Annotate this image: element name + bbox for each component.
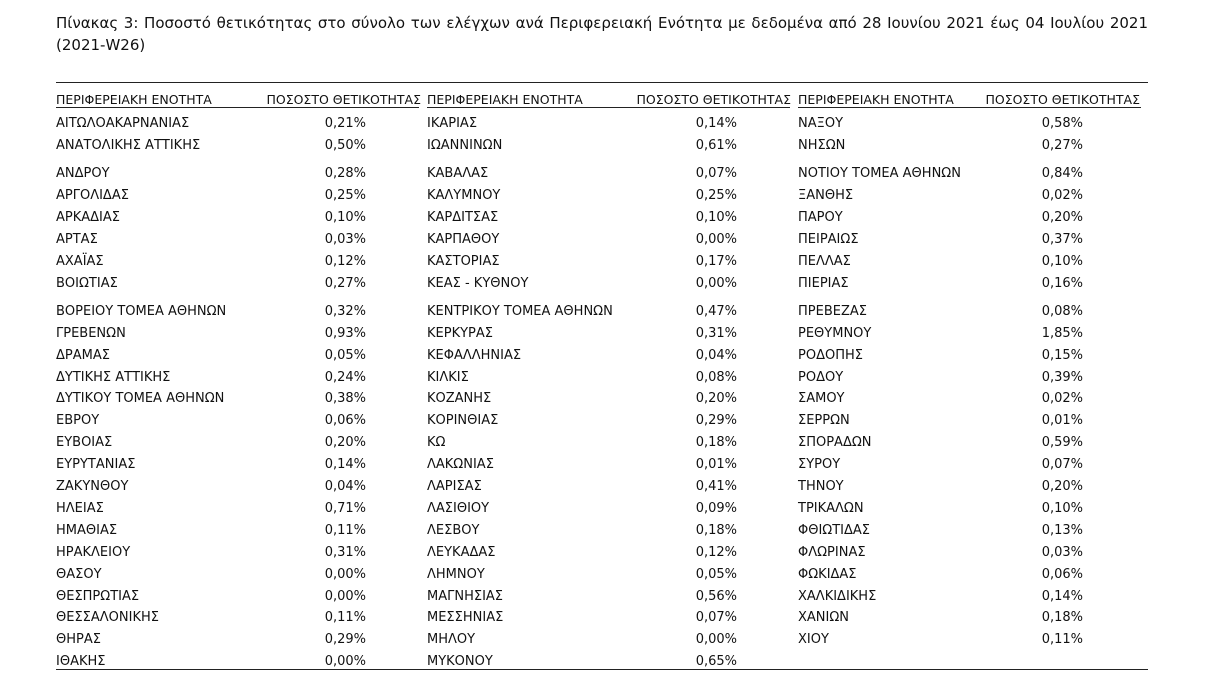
table-row <box>798 368 1148 388</box>
region-name: ΓΡΕΒΕΝΩΝ <box>56 326 126 341</box>
positivity-value: 0,39% <box>1041 370 1083 385</box>
header-positivity: ΠΟΣΟΣΤΟ ΘΕΤΙΚΟΤΗΤΑΣ <box>636 92 791 107</box>
table-row <box>798 136 1148 156</box>
positivity-value: 1,85% <box>1041 326 1083 341</box>
region-name: ΑΧΑΪΑΣ <box>56 254 104 269</box>
region-name: ΕΒΡΟΥ <box>56 413 100 428</box>
positivity-value: 0,03% <box>1041 545 1083 560</box>
header-underline <box>427 107 790 108</box>
positivity-value: 0,10% <box>1041 501 1083 516</box>
table-row <box>798 521 1148 541</box>
positivity-value: 0,06% <box>324 413 366 428</box>
table-row <box>798 411 1148 431</box>
positivity-value: 0,01% <box>1041 413 1083 428</box>
region-name: ΒΟΙΩΤΙΑΣ <box>56 276 118 291</box>
table-row <box>798 230 1148 250</box>
region-name: ΝΗΣΩΝ <box>798 138 846 153</box>
region-name: ΒΟΡΕΙΟΥ ΤΟΜΕΑ ΑΘΗΝΩΝ <box>56 304 227 319</box>
positivity-value: 0,28% <box>324 166 366 181</box>
table-row <box>56 587 366 607</box>
table-row <box>56 274 366 294</box>
table-row <box>798 608 1148 628</box>
table-row <box>427 252 737 272</box>
table-row <box>427 565 737 585</box>
positivity-value: 0,16% <box>1041 276 1083 291</box>
table-row <box>427 411 737 431</box>
region-name: ΔΥΤΙΚΗΣ ΑΤΤΙΚΗΣ <box>56 370 171 385</box>
table-row <box>56 230 366 250</box>
region-name: ΠΡΕΒΕΖΑΣ <box>798 304 867 319</box>
region-name: ΗΡΑΚΛΕΙΟΥ <box>56 545 131 560</box>
region-name: ΜΗΛΟΥ <box>427 632 476 647</box>
table-row <box>56 455 366 475</box>
region-name: ΛΑΡΙΣΑΣ <box>427 479 482 494</box>
positivity-value: 0,31% <box>324 545 366 560</box>
region-name: ΛΑΚΩΝΙΑΣ <box>427 457 494 472</box>
region-name: ΝΑΞΟΥ <box>798 116 844 131</box>
positivity-value: 0,05% <box>695 567 737 582</box>
positivity-value: 0,20% <box>1041 210 1083 225</box>
table-row <box>427 630 737 650</box>
positivity-value: 0,14% <box>324 457 366 472</box>
positivity-value: 0,11% <box>324 523 366 538</box>
positivity-value: 0,32% <box>324 304 366 319</box>
table-row <box>56 252 366 272</box>
region-name: ΜΥΚΟΝΟΥ <box>427 654 493 669</box>
positivity-value: 0,18% <box>695 435 737 450</box>
positivity-value: 0,24% <box>324 370 366 385</box>
region-name: ΑΝΑΤΟΛΙΚΗΣ ΑΤΤΙΚΗΣ <box>56 138 201 153</box>
region-name: ΡΟΔΟΠΗΣ <box>798 348 863 363</box>
region-name: ΑΙΤΩΛΟΑΚΑΡΝΑΝΙΑΣ <box>56 116 190 131</box>
region-name: ΘΕΣΣΑΛΟΝΙΚΗΣ <box>56 610 159 625</box>
region-name: ΖΑΚΥΝΘΟΥ <box>56 479 129 494</box>
positivity-value: 0,01% <box>695 457 737 472</box>
positivity-value: 0,65% <box>695 654 737 669</box>
positivity-value: 0,41% <box>695 479 737 494</box>
table-row <box>427 368 737 388</box>
table-row <box>798 433 1148 453</box>
table-row <box>56 411 366 431</box>
region-name: ΚΟΖΑΝΗΣ <box>427 391 492 406</box>
table-row <box>798 164 1148 184</box>
region-name: ΛΕΥΚΑΔΑΣ <box>427 545 496 560</box>
table-row <box>798 186 1148 206</box>
positivity-value: 0,27% <box>324 276 366 291</box>
region-name: ΞΑΝΘΗΣ <box>798 188 854 203</box>
positivity-value: 0,18% <box>695 523 737 538</box>
positivity-value: 0,03% <box>324 232 366 247</box>
positivity-value: 0,14% <box>695 116 737 131</box>
region-name: ΠΕΛΛΑΣ <box>798 254 851 269</box>
table-row <box>56 433 366 453</box>
positivity-value: 0,20% <box>1041 479 1083 494</box>
positivity-value: 0,02% <box>1041 391 1083 406</box>
table-row <box>56 630 366 650</box>
table-row <box>427 208 737 228</box>
table-row <box>427 455 737 475</box>
region-name: ΚΑΒΑΛΑΣ <box>427 166 489 181</box>
table-row <box>427 324 737 344</box>
table-row <box>798 346 1148 366</box>
positivity-value: 0,08% <box>1041 304 1083 319</box>
table-row <box>427 164 737 184</box>
positivity-value: 0,07% <box>1041 457 1083 472</box>
table-row <box>56 608 366 628</box>
table-row <box>798 389 1148 409</box>
region-name: ΘΑΣΟΥ <box>56 567 102 582</box>
table-row <box>427 433 737 453</box>
positivity-value: 0,25% <box>324 188 366 203</box>
region-name: ΛΑΣΙΘΙΟΥ <box>427 501 490 516</box>
table-row <box>798 477 1148 497</box>
region-name: ΡΟΔΟΥ <box>798 370 844 385</box>
region-name: ΧΑΝΙΩΝ <box>798 610 850 625</box>
table-row <box>56 208 366 228</box>
table-row <box>56 114 366 134</box>
region-name: ΠΕΙΡΑΙΩΣ <box>798 232 859 247</box>
region-name: ΚΑΛΥΜΝΟΥ <box>427 188 501 203</box>
positivity-value: 0,10% <box>1041 254 1083 269</box>
positivity-value: 0,00% <box>695 632 737 647</box>
table-row <box>427 499 737 519</box>
region-name: ΛΗΜΝΟΥ <box>427 567 485 582</box>
positivity-value: 0,58% <box>1041 116 1083 131</box>
positivity-value: 0,38% <box>324 391 366 406</box>
table-row <box>56 565 366 585</box>
region-name: ΚΑΣΤΟΡΙΑΣ <box>427 254 500 269</box>
positivity-value: 0,29% <box>695 413 737 428</box>
region-name: ΠΑΡΟΥ <box>798 210 843 225</box>
positivity-value: 0,00% <box>695 276 737 291</box>
region-name: ΚΟΡΙΝΘΙΑΣ <box>427 413 499 428</box>
header-positivity: ΠΟΣΟΣΤΟ ΘΕΤΙΚΟΤΗΤΑΣ <box>985 92 1140 107</box>
positivity-value: 0,15% <box>1041 348 1083 363</box>
table-bottom-rule <box>56 669 1148 670</box>
positivity-value: 0,27% <box>1041 138 1083 153</box>
region-name: ΘΕΣΠΡΩΤΙΑΣ <box>56 589 140 604</box>
table-row <box>427 608 737 628</box>
table-row <box>427 230 737 250</box>
region-name: ΝΟΤΙΟΥ ΤΟΜΕΑ ΑΘΗΝΩΝ <box>798 166 961 181</box>
positivity-value: 0,18% <box>1041 610 1083 625</box>
table-column-1 <box>56 91 421 669</box>
header-underline <box>798 107 1141 108</box>
region-name: ΜΕΣΣΗΝΙΑΣ <box>427 610 504 625</box>
table-row <box>56 136 366 156</box>
table-row <box>798 630 1148 650</box>
header-region: ΠΕΡΙΦΕΡΕΙΑΚΗ ΕΝΟΤΗΤΑ <box>798 92 954 107</box>
positivity-value: 0,59% <box>1041 435 1083 450</box>
positivity-value: 0,07% <box>695 610 737 625</box>
positivity-value: 0,37% <box>1041 232 1083 247</box>
positivity-value: 0,25% <box>695 188 737 203</box>
positivity-value: 0,09% <box>695 501 737 516</box>
positivity-value: 0,00% <box>324 589 366 604</box>
column-header <box>56 91 421 108</box>
region-name: ΚΕΝΤΡΙΚΟΥ ΤΟΜΕΑ ΑΘΗΝΩΝ <box>427 304 613 319</box>
table-row <box>427 114 737 134</box>
region-name: ΡΕΘΥΜΝΟΥ <box>798 326 872 341</box>
table-row <box>427 186 737 206</box>
region-name: ΦΩΚΙΔΑΣ <box>798 567 857 582</box>
positivity-value: 0,71% <box>324 501 366 516</box>
region-name: ΚΕΡΚΥΡΑΣ <box>427 326 493 341</box>
header-region: ΠΕΡΙΦΕΡΕΙΑΚΗ ΕΝΟΤΗΤΑ <box>427 92 583 107</box>
region-name: ΔΡΑΜΑΣ <box>56 348 110 363</box>
region-name: ΗΛΕΙΑΣ <box>56 501 104 516</box>
region-name: ΚΕΑΣ - ΚΥΘΝΟΥ <box>427 276 529 291</box>
region-name: ΤΗΝΟΥ <box>798 479 844 494</box>
positivity-value: 0,56% <box>695 589 737 604</box>
positivity-value: 0,50% <box>324 138 366 153</box>
region-name: ΕΥΒΟΙΑΣ <box>56 435 113 450</box>
table-caption: Πίνακας 3: Ποσοστό θετικότητας στο σύνολο των ελέγχων ανά Περιφερειακή Ενότητα με δεδομένα από 28 Ιουνίου 2021 έως 04 Ιουλίου 2021 (2021-W26) <box>56 14 1148 54</box>
positivity-value: 0,17% <box>695 254 737 269</box>
positivity-value: 0,20% <box>324 435 366 450</box>
positivity-value: 0,00% <box>324 567 366 582</box>
table-row <box>427 543 737 563</box>
positivity-value: 0,00% <box>695 232 737 247</box>
table-row <box>798 565 1148 585</box>
region-name: ΚΕΦΑΛΛΗΝΙΑΣ <box>427 348 522 363</box>
header-positivity: ΠΟΣΟΣΤΟ ΘΕΤΙΚΟΤΗΤΑΣ <box>266 92 421 107</box>
region-name: ΧΑΛΚΙΔΙΚΗΣ <box>798 589 877 604</box>
table-row <box>798 274 1148 294</box>
table-row <box>798 587 1148 607</box>
region-name: ΧΙΟΥ <box>798 632 829 647</box>
positivity-value: 0,10% <box>695 210 737 225</box>
region-name: ΑΡΚΑΔΙΑΣ <box>56 210 120 225</box>
header-region: ΠΕΡΙΦΕΡΕΙΑΚΗ ΕΝΟΤΗΤΑ <box>56 92 212 107</box>
header-underline <box>56 107 419 108</box>
region-name: ΜΑΓΝΗΣΙΑΣ <box>427 589 504 604</box>
positivity-value: 0,61% <box>695 138 737 153</box>
positivity-value: 0,00% <box>324 654 366 669</box>
positivity-value: 0,04% <box>695 348 737 363</box>
column-header <box>427 91 791 108</box>
positivity-value: 0,12% <box>324 254 366 269</box>
table-row <box>56 499 366 519</box>
table-row <box>798 499 1148 519</box>
table-row <box>427 587 737 607</box>
positivity-value: 0,04% <box>324 479 366 494</box>
region-name: ΚΑΡΔΙΤΣΑΣ <box>427 210 499 225</box>
table-row <box>798 114 1148 134</box>
table-row <box>798 324 1148 344</box>
region-name: ΚΙΛΚΙΣ <box>427 370 469 385</box>
table-row <box>56 346 366 366</box>
table-row <box>56 324 366 344</box>
table-row <box>427 521 737 541</box>
region-name: ΙΚΑΡΙΑΣ <box>427 116 478 131</box>
table-row <box>56 389 366 409</box>
positivity-value: 0,10% <box>324 210 366 225</box>
table-row <box>56 543 366 563</box>
positivity-value: 0,84% <box>1041 166 1083 181</box>
region-name: ΣΑΜΟΥ <box>798 391 845 406</box>
positivity-value: 0,20% <box>695 391 737 406</box>
positivity-value: 0,08% <box>695 370 737 385</box>
positivity-value: 0,21% <box>324 116 366 131</box>
region-name: ΙΩΑΝΝΙΝΩΝ <box>427 138 503 153</box>
region-name: ΣΠΟΡΑΔΩΝ <box>798 435 872 450</box>
table-row <box>427 389 737 409</box>
positivity-value: 0,02% <box>1041 188 1083 203</box>
positivity-value: 0,14% <box>1041 589 1083 604</box>
region-name: ΕΥΡΥΤΑΝΙΑΣ <box>56 457 136 472</box>
positivity-value: 0,11% <box>1041 632 1083 647</box>
region-name: ΔΥΤΙΚΟΥ ΤΟΜΕΑ ΑΘΗΝΩΝ <box>56 391 225 406</box>
positivity-value: 0,13% <box>1041 523 1083 538</box>
positivity-value: 0,07% <box>695 166 737 181</box>
table-row <box>56 477 366 497</box>
table-row <box>798 302 1148 322</box>
region-name: ΗΜΑΘΙΑΣ <box>56 523 118 538</box>
region-name: ΑΡΓΟΛΙΔΑΣ <box>56 188 129 203</box>
positivity-value: 0,06% <box>1041 567 1083 582</box>
positivity-value: 0,31% <box>695 326 737 341</box>
positivity-value: 0,12% <box>695 545 737 560</box>
region-name: ΚΑΡΠΑΘΟΥ <box>427 232 500 247</box>
table-row <box>427 136 737 156</box>
positivity-value: 0,47% <box>695 304 737 319</box>
region-name: ΠΙΕΡΙΑΣ <box>798 276 849 291</box>
region-name: ΚΩ <box>427 435 446 450</box>
positivity-value: 0,11% <box>324 610 366 625</box>
table-row <box>798 252 1148 272</box>
table-row <box>427 477 737 497</box>
region-name: ΛΕΣΒΟΥ <box>427 523 480 538</box>
table-row <box>56 521 366 541</box>
region-name: ΦΛΩΡΙΝΑΣ <box>798 545 866 560</box>
table-row <box>798 455 1148 475</box>
column-header <box>798 91 1148 108</box>
positivity-value: 0,29% <box>324 632 366 647</box>
table-row <box>427 302 737 322</box>
region-name: ΘΗΡΑΣ <box>56 632 101 647</box>
table-row <box>427 346 737 366</box>
table-top-rule <box>56 82 1148 83</box>
table-row <box>56 164 366 184</box>
table-row <box>56 302 366 322</box>
table-row <box>798 543 1148 563</box>
table-row <box>56 186 366 206</box>
region-name: ΑΝΔΡΟΥ <box>56 166 110 181</box>
table-row <box>798 208 1148 228</box>
region-name: ΑΡΤΑΣ <box>56 232 98 247</box>
region-name: ΣΥΡΟΥ <box>798 457 841 472</box>
positivity-value: 0,93% <box>324 326 366 341</box>
table-column-3 <box>798 91 1148 647</box>
table-row <box>427 274 737 294</box>
region-name: ΤΡΙΚΑΛΩΝ <box>798 501 864 516</box>
table-column-2 <box>427 91 791 669</box>
table-row <box>56 368 366 388</box>
region-name: ΣΕΡΡΩΝ <box>798 413 850 428</box>
region-name: ΙΘΑΚΗΣ <box>56 654 106 669</box>
region-name: ΦΘΙΩΤΙΔΑΣ <box>798 523 871 538</box>
positivity-value: 0,05% <box>324 348 366 363</box>
